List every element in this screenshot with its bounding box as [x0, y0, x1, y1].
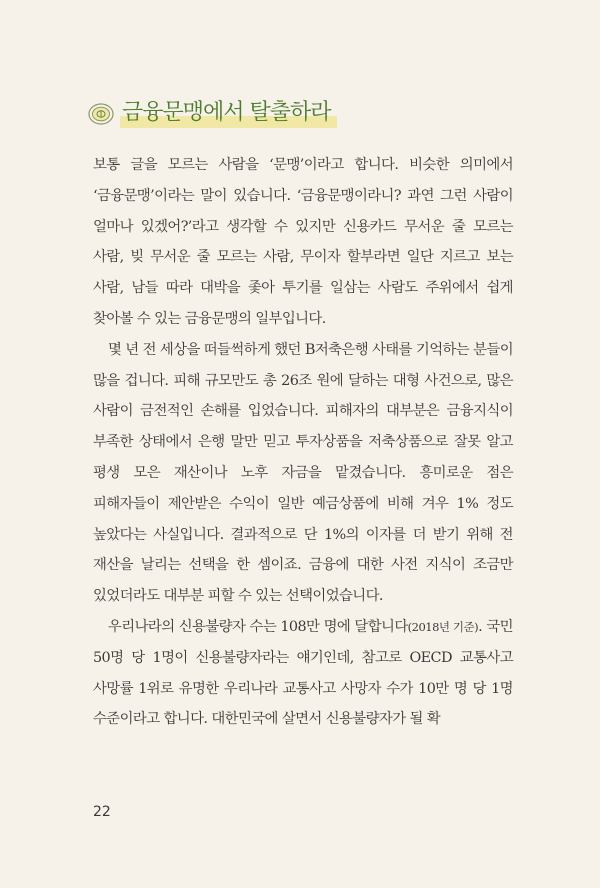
paragraph-3-continued: . 국민 50명 당 1명이 신용불량자라는 얘기인데, 참고로 OECD 교통사고 사망률 1위로 유명한 우리나라 교통사고 사망자 수가 10만 명 당 1명 수준이라고 합니다. 대한민국에 살면서 신용불량자가 될 확 — [93, 618, 513, 728]
section-title: 금융문맹에서 탈출하라 — [120, 98, 335, 130]
paragraph-1: 보통 글을 모르는 사람을 ‘문맹’이라고 합니다. 비슷한 의미에서 ‘금융문맹’이라는 말이 있습니다. ‘금융문맹이라니? 과연 그런 사람이 얼마나 있겠어?’라고 생각할 수 있지만 신용카드 무서운 줄 모르는 사람, 빚 무서운 줄 모르는 사람, 무이자 할부라면 일단 지르고 보는 사람, 남들 따라 대박을 좇아 투기를 일삼는 사람도 주위에서 쉽게 찾아볼 수 있는 금융문맹의 일부입니다. — [93, 157, 513, 327]
paragraph-2: 몇 년 전 세상을 떠들썩하게 했던 B저축은행 사태를 기억하는 분들이 많을 겁니다. 피해 규모만도 총 26조 원에 달하는 대형 사건으로, 많은 사람이 금전적인 손해를 입었습니다. 피해자의 대부분은 금융지식이 부족한 상태에서 은행 말만 믿고 투자상품을 저축상품으로 잘못 알고 평생 모은 재산이나 노후 자금을 맡겼습니다. 흥미로운 점은 피해자들이 제안받은 수익이 일반 예금상품에 비해 겨우 1% 정도 높았다는 사실입니다. 결과적으로 단 1%의 이자를 더 받기 위해 전 재산을 날리는 선택을 한 셈이죠. 금융에 대한 사전 지식이 조금만 있었더라도 대부분 피할 수 있는 선택이었습니다. — [93, 341, 513, 605]
paragraph-3-text: 우리나라의 신용불량자 수는 108만 명에 달합니다 — [108, 618, 408, 635]
page-number: 22 — [93, 804, 111, 820]
paragraph-3-note: (2018년 기준) — [407, 619, 479, 634]
body-text — [93, 150, 513, 735]
coin-badge-icon — [88, 101, 114, 127]
paragraph-3 — [93, 612, 513, 735]
section-heading — [88, 96, 335, 132]
